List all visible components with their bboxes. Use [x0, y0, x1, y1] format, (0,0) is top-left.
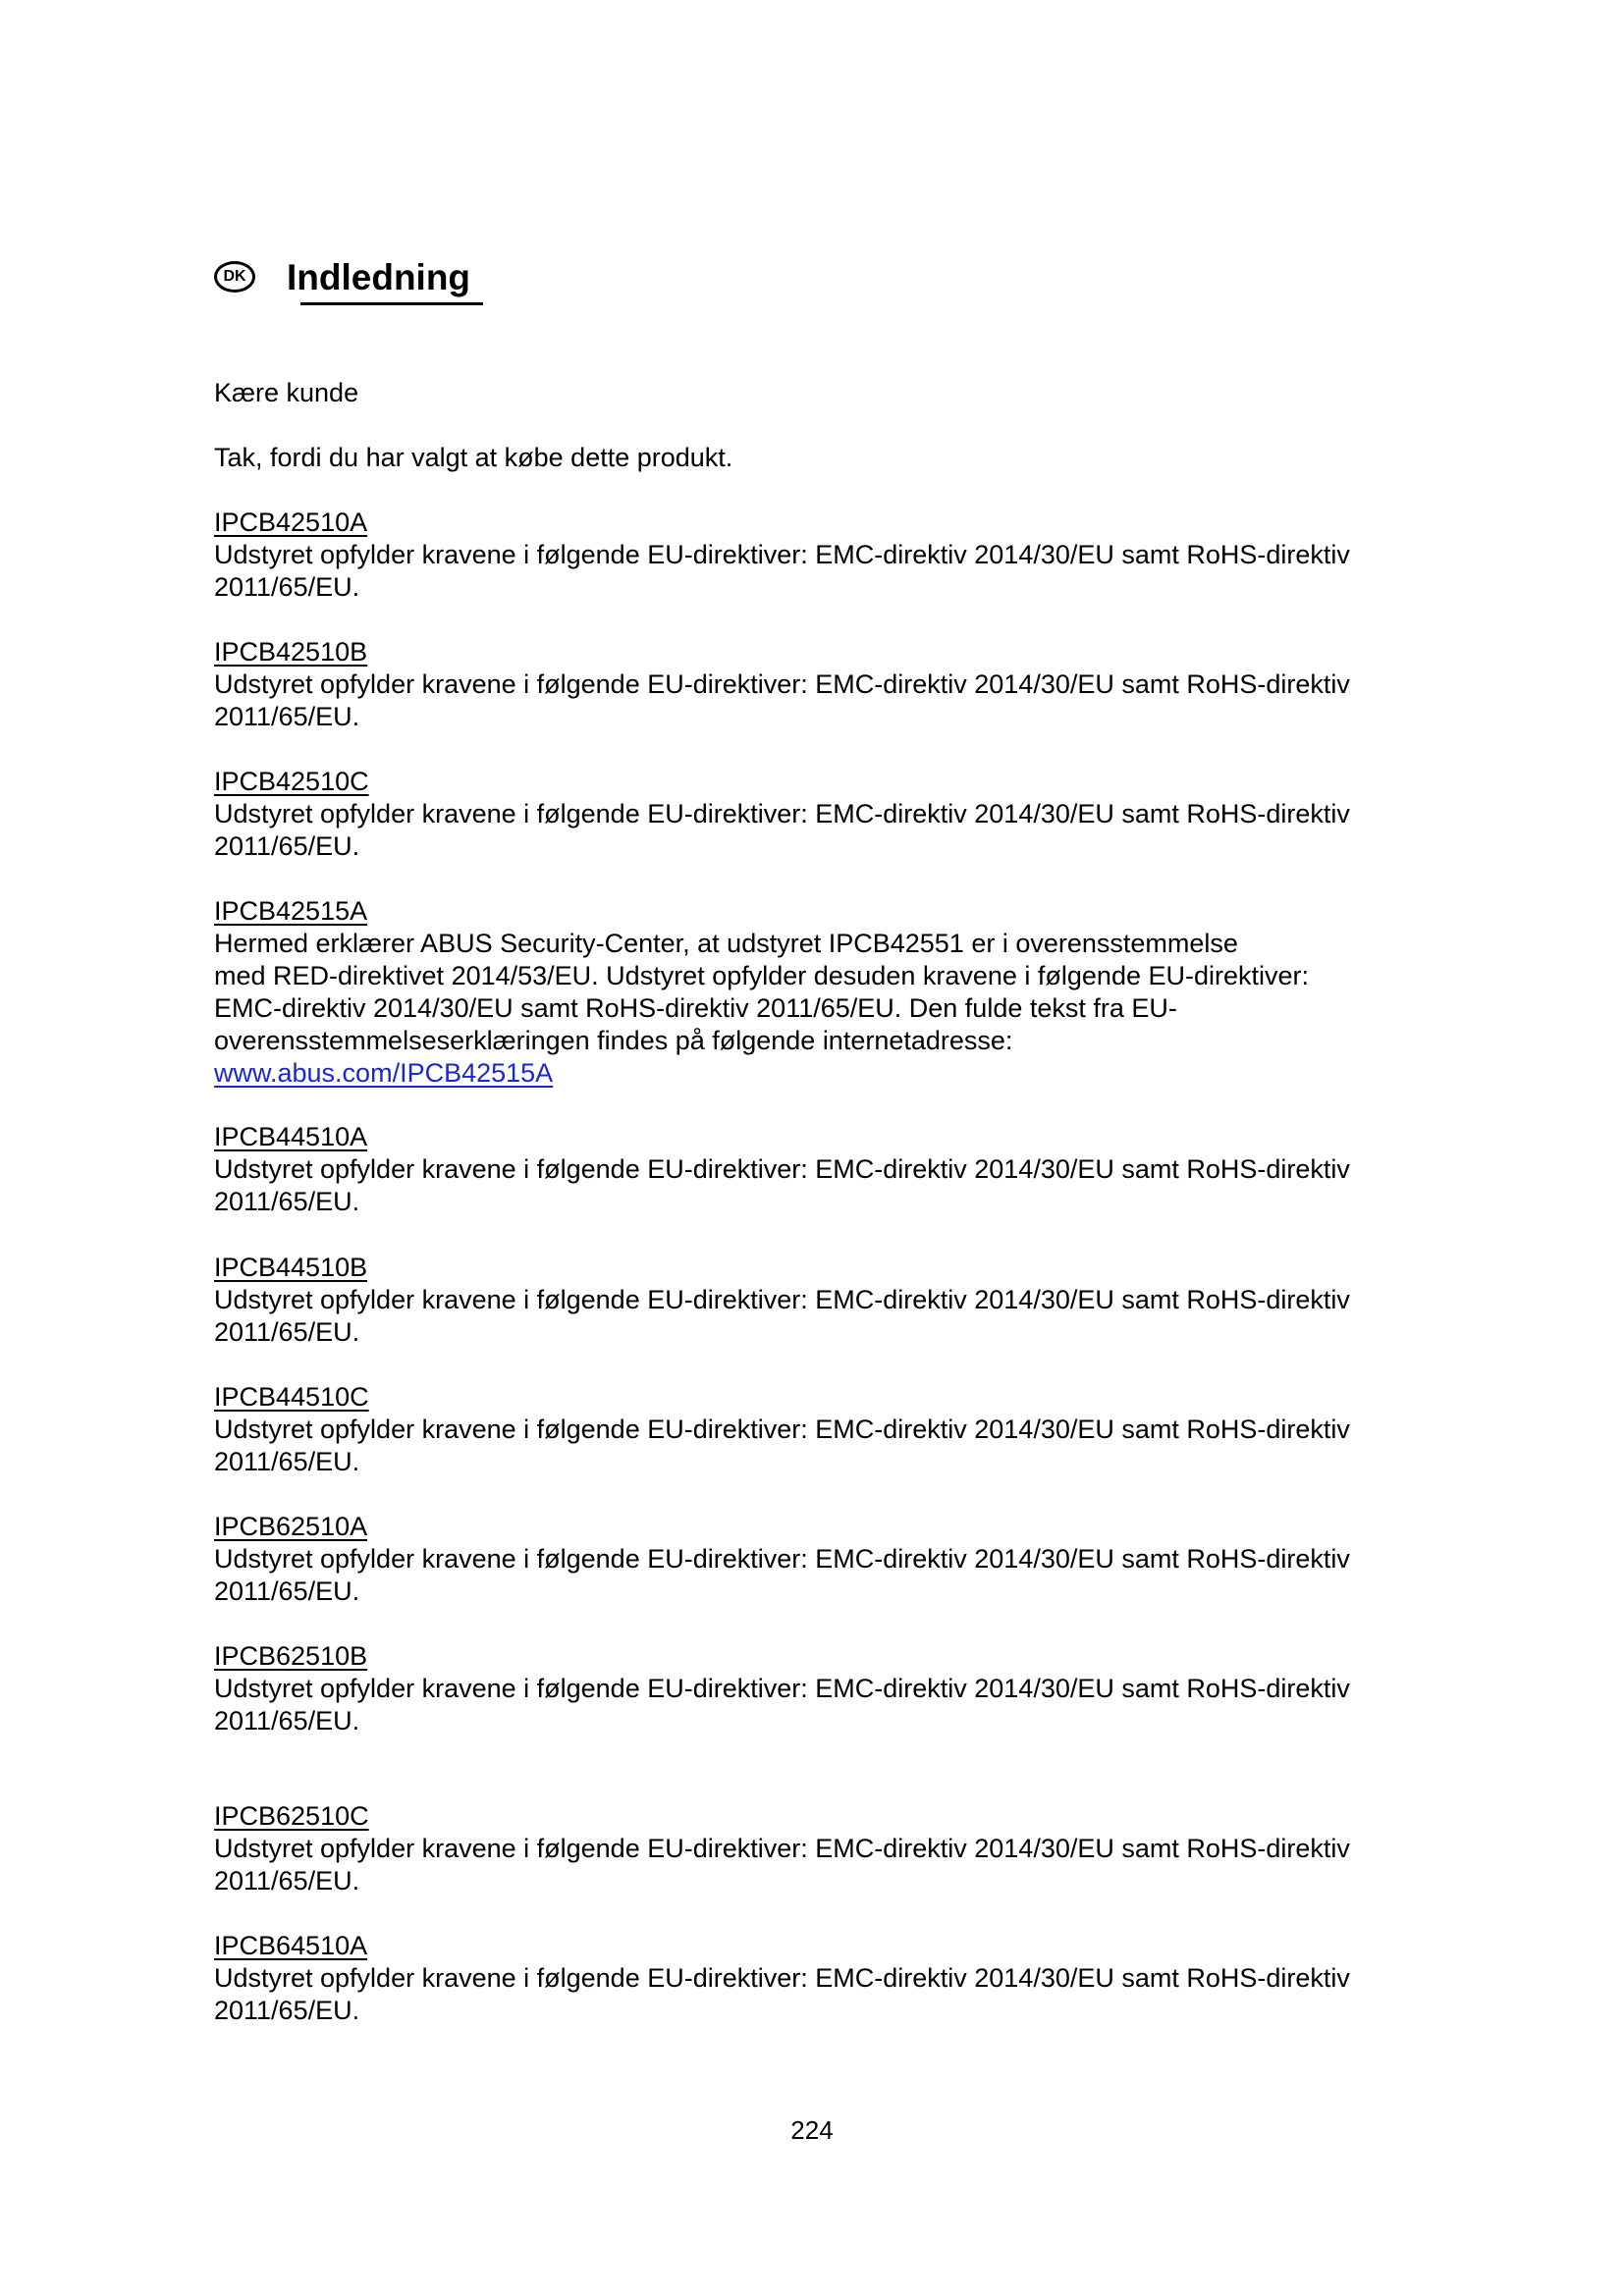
compliance-text: Udstyret opfylder kravene i følgende EU-direktiver: EMC-direktiv 2014/30/EU samt RoHS-direktiv	[214, 1674, 1350, 1703]
greeting: Kære kunde	[214, 378, 359, 407]
compliance-section	[214, 766, 1441, 863]
model-number: IPCB44510A	[214, 1122, 368, 1151]
model-number: IPCB42510A	[214, 507, 368, 537]
compliance-text: Udstyret opfylder kravene i følgende EU-direktiver: EMC-direktiv 2014/30/EU samt RoHS-direktiv	[214, 1834, 1350, 1863]
compliance-section	[214, 1121, 1441, 1218]
compliance-text: Udstyret opfylder kravene i følgende EU-direktiver: EMC-direktiv 2014/30/EU samt RoHS-direktiv	[214, 1285, 1350, 1314]
compliance-section	[214, 1640, 1441, 1737]
model-number: IPCB44510C	[214, 1382, 369, 1412]
declaration-link[interactable]: www.abus.com/IPCB42515A	[214, 1058, 554, 1088]
compliance-text: 2011/65/EU.	[214, 1187, 360, 1216]
model-number: IPCB42515A	[214, 896, 368, 926]
country-code-badge: DK	[214, 261, 255, 293]
compliance-text: 2011/65/EU.	[214, 1996, 360, 2025]
compliance-text: Hermed erklærer ABUS Security-Center, at udstyret IPCB42551 er i overensstemmelse	[214, 929, 1238, 958]
page-number: 224	[790, 2115, 834, 2145]
model-number: IPCB62510C	[214, 1801, 369, 1831]
compliance-text: 2011/65/EU.	[214, 572, 360, 602]
model-number: IPCB62510B	[214, 1641, 368, 1671]
page-title: Indledning	[287, 257, 471, 297]
model-number: IPCB42510B	[214, 637, 368, 667]
compliance-text: 2011/65/EU.	[214, 1866, 360, 1896]
compliance-text: overensstemmelseserklæringen findes på følgende internetadresse:	[214, 1026, 1013, 1055]
compliance-section	[214, 1511, 1441, 1608]
compliance-text: 2011/65/EU.	[214, 1706, 360, 1735]
compliance-text: Udstyret opfylder kravene i følgende EU-direktiver: EMC-direktiv 2014/30/EU samt RoHS-direktiv	[214, 799, 1350, 828]
thanks-text: Tak, fordi du har valgt at købe dette produkt.	[214, 443, 733, 472]
compliance-text: Udstyret opfylder kravene i følgende EU-direktiver: EMC-direktiv 2014/30/EU samt RoHS-direktiv	[214, 669, 1350, 699]
compliance-section	[214, 1800, 1441, 1897]
compliance-text: Udstyret opfylder kravene i følgende EU-direktiver: EMC-direktiv 2014/30/EU samt RoHS-direktiv	[214, 1154, 1350, 1184]
model-number: IPCB64510A	[214, 1931, 368, 1960]
compliance-text: 2011/65/EU.	[214, 1317, 360, 1347]
compliance-text: 2011/65/EU.	[214, 702, 360, 731]
compliance-section	[214, 895, 1441, 1090]
compliance-text: Udstyret opfylder kravene i følgende EU-direktiver: EMC-direktiv 2014/30/EU samt RoHS-direktiv	[214, 1544, 1350, 1574]
compliance-text: 2011/65/EU.	[214, 1447, 360, 1476]
compliance-section	[214, 1381, 1441, 1478]
compliance-text: Udstyret opfylder kravene i følgende EU-direktiver: EMC-direktiv 2014/30/EU samt RoHS-direktiv	[214, 540, 1350, 569]
compliance-section	[214, 1252, 1441, 1349]
compliance-section	[214, 636, 1441, 733]
compliance-text: Udstyret opfylder kravene i følgende EU-direktiver: EMC-direktiv 2014/30/EU samt RoHS-direktiv	[214, 1963, 1350, 1993]
model-number: IPCB44510B	[214, 1253, 368, 1282]
model-number: IPCB42510C	[214, 767, 369, 796]
compliance-text: Udstyret opfylder kravene i følgende EU-direktiver: EMC-direktiv 2014/30/EU samt RoHS-direktiv	[214, 1415, 1350, 1444]
compliance-text: 2011/65/EU.	[214, 831, 360, 861]
compliance-text: EMC-direktiv 2014/30/EU samt RoHS-direktiv 2011/65/EU. Den fulde tekst fra EU-	[214, 993, 1177, 1023]
title-underline	[300, 302, 483, 305]
compliance-text: med RED-direktivet 2014/53/EU. Udstyret opfylder desuden kravene i følgende EU-direktiver:	[214, 961, 1310, 990]
compliance-text: 2011/65/EU.	[214, 1576, 360, 1606]
model-number: IPCB62510A	[214, 1512, 368, 1541]
compliance-section	[214, 507, 1441, 604]
compliance-section	[214, 1930, 1441, 2027]
